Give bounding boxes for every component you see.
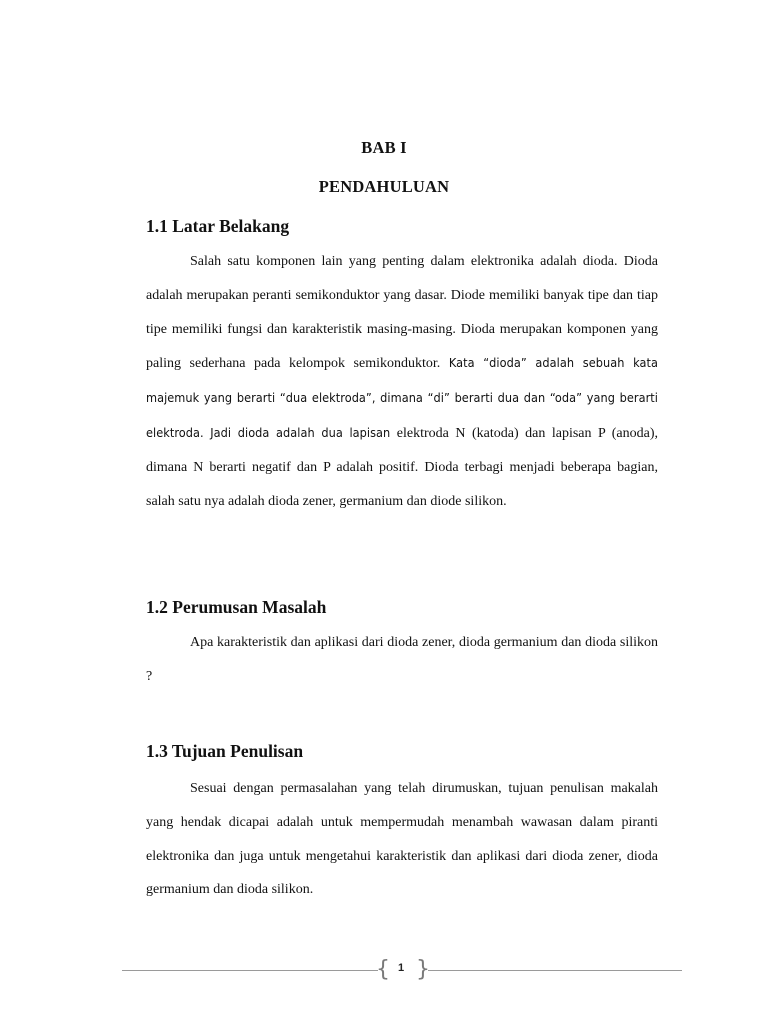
section-heading-tujuan-penulisan: 1.3 Tujuan Penulisan [146, 741, 304, 761]
section-paragraph-latar-belakang [146, 245, 658, 518]
paragraph-text: elektroda N (katoda) dan lapisan P (anoda), dimana N berarti negatif dan P adalah positif. Dioda terbagi menjadi beberapa bagian, salah satu nya adalah dioda zener, germanium dan diode silikon. [146, 425, 659, 509]
page-number: 1 [397, 962, 405, 974]
footer-rule-right [428, 970, 682, 971]
footer-rule-left [122, 970, 378, 971]
section-paragraph-tujuan-penulisan: Sesuai dengan permasalahan yang telah dirumuskan, tujuan penulisan makalah yang hendak dicapai adalah untuk mempermudah menambah wawasan dalam piranti elektronika dan juga untuk mengetahui karakteristik dan aplikasi dari dioda zener, dioda germanium dan dioda silikon. [146, 781, 658, 898]
section-paragraph-perumusan-masalah: Apa karakteristik dan aplikasi dari dioda zener, dioda germanium dan dioda silikon ? [146, 635, 658, 684]
chapter-title: PENDAHULUAN [318, 177, 450, 196]
right-brace-icon: } [416, 957, 430, 982]
paragraph-text: Salah satu komponen lain yang penting dalam elektronika adalah dioda. Dioda adalah merupakan peranti semikonduktor yang dasar. Diode memiliki banyak tipe dan tiap tipe memiliki fungsi dan karakteristik masing-masing. Dioda merupakan komponen yang paling sederhana pada kelompok semikonduktor. [146, 254, 658, 372]
chapter-label: BAB I [361, 138, 407, 157]
paragraph-text: Kata “dioda” adalah sebuah kata majemuk yang berarti “dua elektroda”, dimana “di” berarti dua dan “oda” yang berarti elektroda. Jadi dioda adalah dua lapisan [146, 355, 659, 440]
left-brace-icon: { [376, 957, 390, 982]
section-heading-perumusan-masalah: 1.2 Perumusan Masalah [146, 597, 327, 617]
section-heading-latar-belakang: 1.1 Latar Belakang [146, 216, 290, 236]
